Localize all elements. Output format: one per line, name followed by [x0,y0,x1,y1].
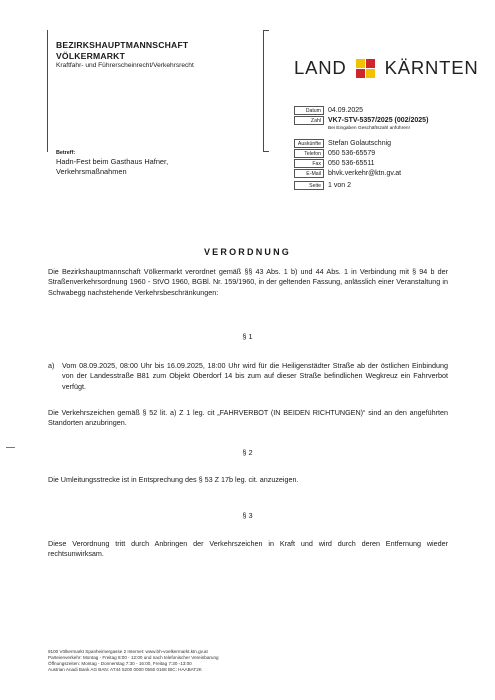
footer-address: 9100 Völkermarkt Spanheimergasse 2 Internet: www.bh-voelkermarkt.ktn.gv.at [48,649,208,654]
email-label: E-Mail [294,169,324,178]
intro-paragraph: Die Bezirkshauptmannschaft Völkermarkt verordnet gemäß §§ 43 Abs. 1 b) und 44 Abs. 1 in Verbindung mit § 94 b der Straßenverkehrsordnung 1960 - StVO 1960, BGBl. Nr. 159/1960, in der geltenden Fassung, anlässlich einer Veranstaltung in Schwabegg nachstehende Verkehrsbeschränkungen: [48,267,448,297]
authority-name: BEZIRKSHAUPTMANNSCHAFT [56,40,189,50]
zahl-label: Zahl [294,116,324,125]
betreff-line-1: Hadn-Fest beim Gasthaus Hafner, [56,157,169,166]
land-kaernten-logo [294,57,479,79]
logo-mark-icon [356,59,375,78]
zahl-note: Bei Eingaben Geschäftszahl anführen! [328,126,410,131]
betreff-line-2: Verkehrsmaßnahmen [56,167,127,176]
document-title: VERORDNUNG [203,247,291,257]
logo-text-left: LAND [294,57,347,78]
fax-value: 050 536-65511 [328,160,375,167]
address-window-mark-bottom [263,151,269,152]
datum-value: 04.09.2025 [328,107,364,114]
section-2-heading: § 2 [242,448,253,457]
section-3-text: Diese Verordnung tritt durch Anbringen der Verkehrszeichen in Kraft und wird durch deren Entfernung wieder rechtsunwirksam. [48,539,448,559]
section-1-signs-text: Die Verkehrszeichen gemäß § 52 lit. a) Z 1 leg. cit „FAHRVERBOT (IN BEIDEN RICHTUNGEN)“ sind an den angeführten Standorten anzubringen. [48,408,448,428]
section-1-heading: § 1 [242,332,253,341]
department-name: Kraftfahr- und Führerscheinrecht/Verkehrsrecht [56,62,194,69]
footer-office-hours: Parteienverkehr: Montag - Freitag 8:00 - 12:00 und nach telefonischer Vereinbarung [48,655,219,660]
auskunft-label: Auskünfte [294,139,324,148]
zahl-value: VK7-STV-5357/2025 (002/2025) [328,117,429,124]
logo-text-right: KÄRNTEN [384,57,479,78]
section-3-heading: § 3 [242,511,253,520]
address-window-mark-top [263,30,269,31]
section-1-item-text: Vom 08.09.2025, 08:00 Uhr bis 16.09.2025, 18:00 Uhr wird für die Heiligenstädter Straße ab der östlichen Einbindung von der Landesstraße B81 zum Objekt Oberdorf 14 bis zum auf dieser Straße befindlichen Wegkreuz ein Fahrverbot verfügt. [62,361,448,391]
address-window-mark-right [263,30,264,152]
authority-district: VÖLKERMARKT [56,51,126,61]
telefon-value: 050 536-65579 [328,150,376,157]
seite-value: 1 von 2 [328,182,351,189]
fax-label: Fax [294,159,324,168]
email-value: bhvk.verkehr@ktn.gv.at [328,170,402,177]
fold-mark [6,447,15,448]
datum-label: Datum [294,106,324,115]
betreff-label: Betreff: [56,150,76,156]
footer-opening-hours: Öffnungszeiten: Montag - Donnerstag 7:30 - 16:00, Freitag 7:30 -13:00 [48,661,192,666]
address-window-mark-left [47,30,48,152]
footer-bank: Austrian Anadi Bank AG BAN: AT44 5200 0000 0550 0168 BIC: HAABAT2K [48,667,202,672]
section-1-item-marker: a) [48,361,55,370]
telefon-label: Telefon [294,149,324,158]
auskunft-value: Stefan Golautschnig [328,140,392,147]
seite-label: Seite [294,181,324,190]
section-2-text: Die Umleitungsstrecke ist in Entsprechung des § 53 Z 17b leg. cit. anzuzeigen. [48,475,299,484]
